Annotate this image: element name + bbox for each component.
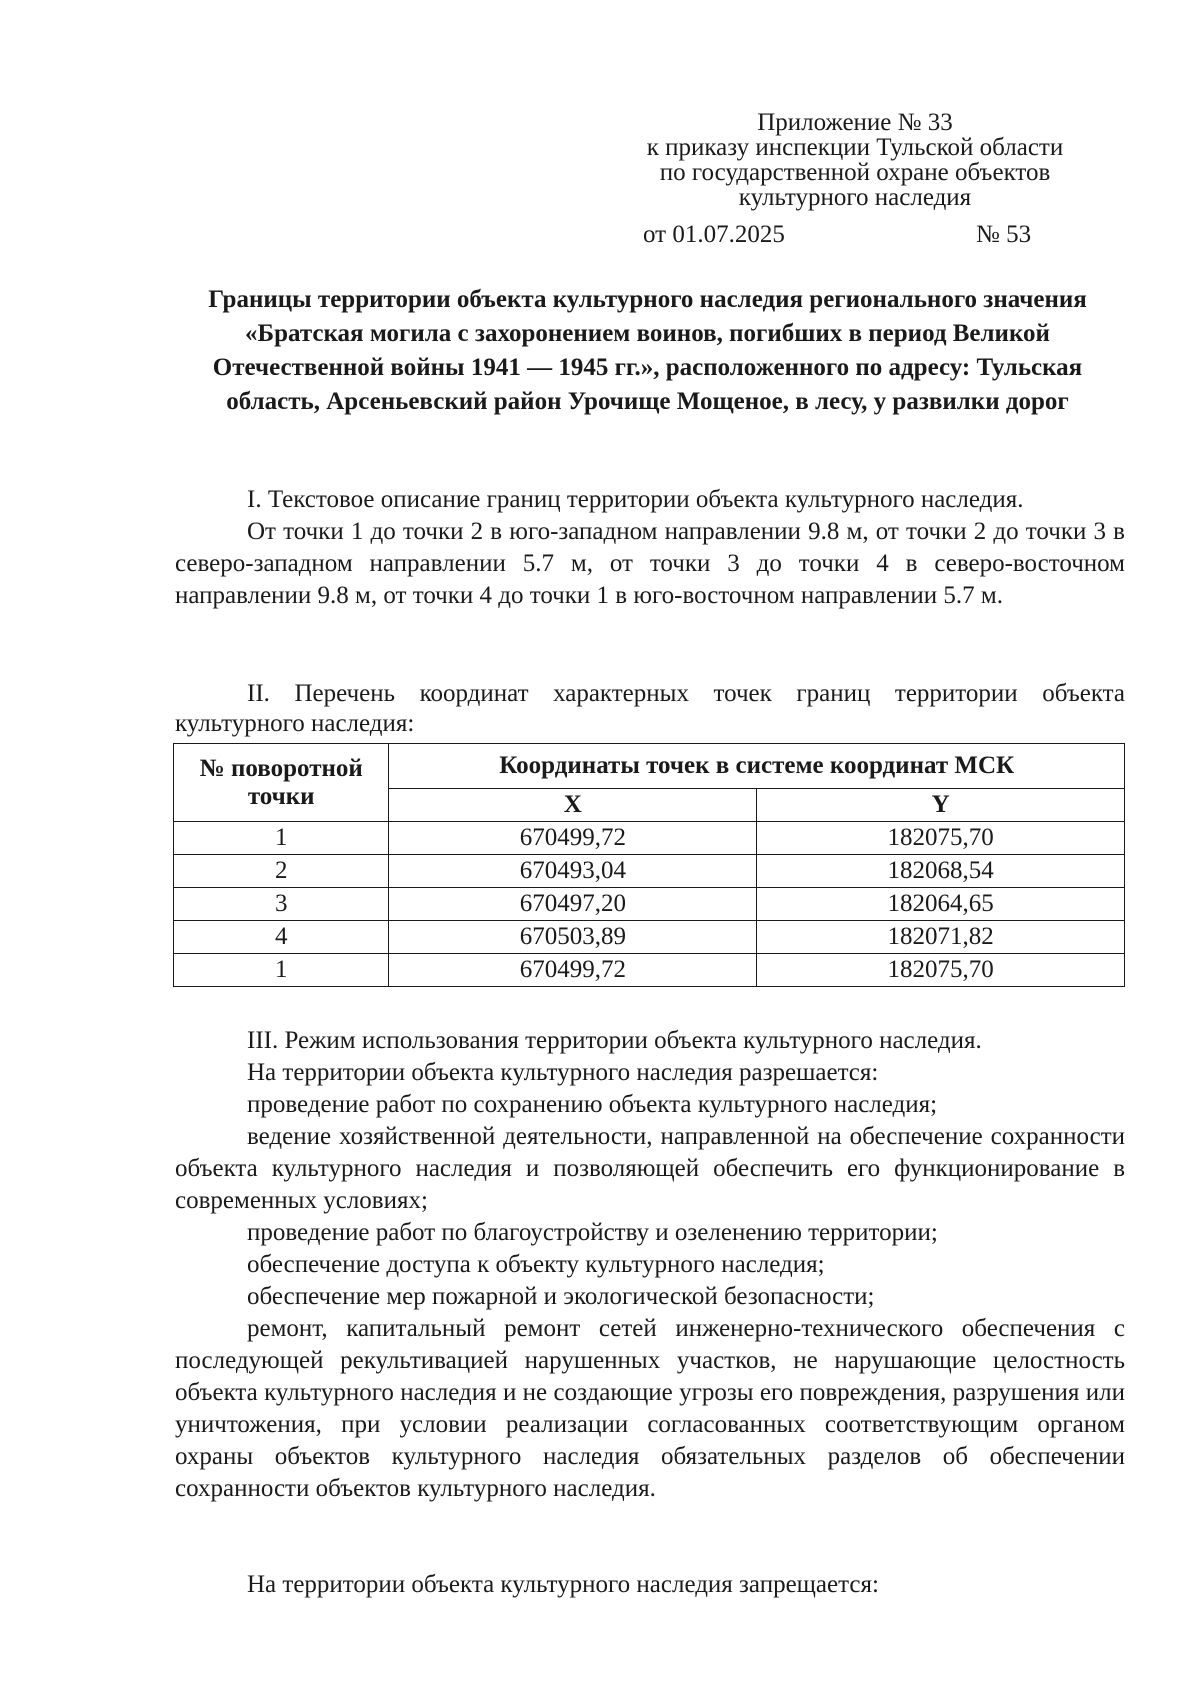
allowed-item-2: ведение хозяйственной деятельности, направленной на обеспечение сохранности объекта культурного наследия и позволяющей обеспечить его функционирование в современных условиях;: [175, 1123, 1125, 1214]
cell-point: 1: [174, 822, 389, 855]
cell-x: 670497,20: [389, 888, 757, 921]
section-1-heading: I. Текстовое описание границ территории объекта культурного наследия.: [247, 486, 1024, 513]
header-y: Y: [757, 789, 1125, 822]
cell-x: 670503,89: [389, 921, 757, 954]
cell-y: 182075,70: [757, 954, 1125, 987]
header-point-number: № поворотной точки: [174, 744, 389, 822]
allowed-item-5: обеспечение мер пожарной и экологической безопасности;: [247, 1283, 875, 1310]
order-date: от 01.07.2025: [643, 221, 785, 248]
cell-point: 4: [174, 921, 389, 954]
cell-point: 3: [174, 888, 389, 921]
cell-y: 182064,65: [757, 888, 1125, 921]
section-3-heading: III. Режим использования территории объекта культурного наследия.: [247, 1027, 982, 1054]
cell-y: 182068,54: [757, 855, 1125, 888]
appendix-line-1: Приложение № 33: [757, 109, 953, 136]
cell-point: 1: [174, 954, 389, 987]
cell-x: 670493,04: [389, 855, 757, 888]
header-x: X: [389, 789, 757, 822]
table-row: [174, 855, 1125, 888]
table-row: [174, 822, 1125, 855]
table-row: [174, 954, 1125, 987]
appendix-line-4: культурного наследия: [738, 184, 972, 211]
header-coordinates: Координаты точек в системе координат МСК: [389, 744, 1125, 789]
allowed-intro: На территории объекта культурного наследия разрешается:: [247, 1059, 879, 1086]
table-row: [174, 921, 1125, 954]
cell-y: 182075,70: [757, 822, 1125, 855]
allowed-item-3: проведение работ по благоустройству и озеленению территории;: [247, 1219, 938, 1246]
order-number: № 53: [976, 221, 1032, 248]
section-2-heading: II. Перечень координат характерных точек границ территории объекта культурного наследия:: [175, 680, 1125, 737]
allowed-item-4: обеспечение доступа к объекту культурного наследия;: [247, 1251, 825, 1278]
appendix-line-3: по государственной охране объектов: [659, 159, 1051, 186]
appendix-header: [590, 110, 1120, 210]
forbidden-intro: На территории объекта культурного наследия запрещается:: [247, 1571, 879, 1598]
table-row: [174, 888, 1125, 921]
appendix-line-2: к приказу инспекции Тульской области: [646, 134, 1064, 161]
document-title: Границы территории объекта культурного наследия регионального значения «Братская могила с захоронением воинов, погибших в период Великой Отечественной войны 1941 — 1945 гг.», расположенного по адресу: Тульская область, Арсеньевский район Урочище Мощеное, в лесу, у развилки дорог: [208, 286, 1087, 415]
section-1-text: От точки 1 до точки 2 в юго-западном направлении 9.8 м, от точки 2 до точки 3 в северо-западном направлении 5.7 м, от точки 3 до точки 4 в северо-восточном направлении 9.8 м, от точки 4 до точки 1 в юго-восточном направлении 5.7 м.: [175, 518, 1125, 609]
cell-x: 670499,72: [389, 954, 757, 987]
allowed-item-6: ремонт, капитальный ремонт сетей инженерно-технического обеспечения с последующей рекультивацией нарушенных участков, не нарушающие целостность объекта культурного наследия и не создающие угрозы его повреждения, разрушения или уничтожения, при условии реализации согласованных соответствующим органом охраны объектов культурного наследия обязательных разделов об обеспечении сохранности объектов культурного наследия.: [175, 1315, 1125, 1502]
coordinates-table: [173, 743, 1125, 987]
cell-x: 670499,72: [389, 822, 757, 855]
allowed-item-1: проведение работ по сохранению объекта культурного наследия;: [247, 1091, 938, 1118]
cell-y: 182071,82: [757, 921, 1125, 954]
cell-point: 2: [174, 855, 389, 888]
